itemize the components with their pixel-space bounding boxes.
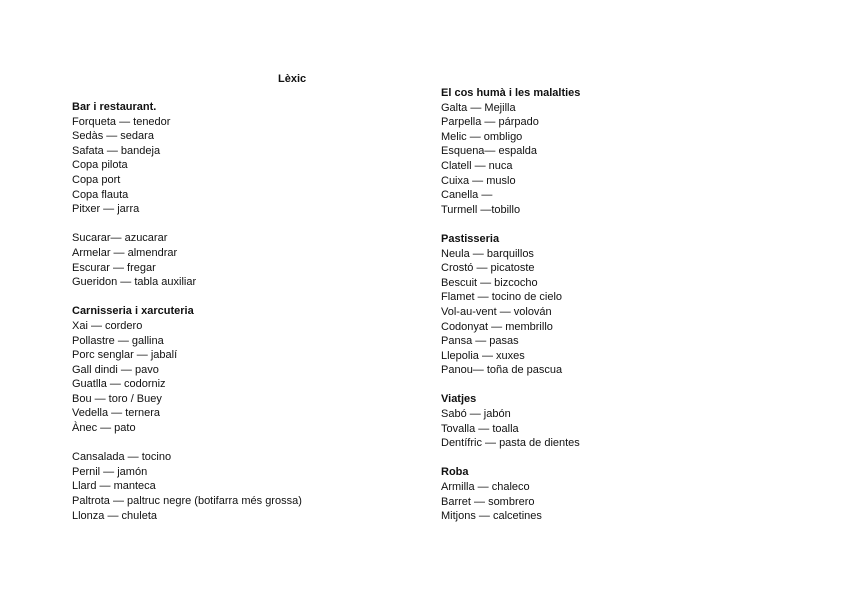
page-title: Lèxic xyxy=(278,73,307,85)
vocabulary-entry: Paltrota — paltruc negre (botifarra més grossa) xyxy=(72,495,302,508)
vocabulary-entry: Cansalada — tocino xyxy=(72,451,172,464)
vocabulary-entry: Pansa — pasas xyxy=(441,335,519,348)
vocabulary-entry: Vedella — ternera xyxy=(72,407,161,420)
vocabulary-entry: Gall dindi — pavo xyxy=(72,363,159,376)
vocabulary-entry: Llard — manteca xyxy=(72,480,156,493)
vocabulary-entry: Sedàs — sedara xyxy=(72,130,154,143)
vocabulary-entry: Porc senglar — jabalí xyxy=(72,349,178,362)
vocabulary-entry: Ànec — pato xyxy=(72,422,136,435)
vocabulary-entry: Codonyat — membrillo xyxy=(441,320,553,333)
section-heading: Viatjes xyxy=(441,393,477,406)
vocabulary-section xyxy=(72,450,432,523)
vocabulary-entry: Galta — Mejilla xyxy=(441,101,516,114)
vocabulary-entry: Guatlla — codorniz xyxy=(72,378,166,391)
vocabulary-entry: Copa flauta xyxy=(72,188,129,201)
vocabulary-entry: Clatell — nuca xyxy=(441,159,513,172)
vocabulary-entry: Llepolia — xuxes xyxy=(441,349,525,362)
vocabulary-entry: Melic — ombligo xyxy=(441,130,523,143)
vocabulary-entry: Copa pilota xyxy=(72,159,128,172)
vocabulary-entry: Safata — bandeja xyxy=(72,144,161,157)
vocabulary-entry: Copa port xyxy=(72,173,121,186)
vocabulary-entry: Flamet — tocino de cielo xyxy=(441,291,563,304)
vocabulary-entry: Neula — barquillos xyxy=(441,247,534,260)
vocabulary-entry: Escurar — fregar xyxy=(72,261,156,274)
vocabulary-entry: Pernil — jamón xyxy=(72,465,148,478)
vocabulary-entry: Llonza — chuleta xyxy=(72,509,157,522)
vocabulary-section xyxy=(441,86,801,217)
vocabulary-entry: Sabó — jabón xyxy=(441,408,511,421)
vocabulary-entry: Turmell —tobillo xyxy=(441,203,521,216)
vocabulary-entry: Bescuit — bizcocho xyxy=(441,276,538,289)
vocabulary-entry: Mitjons — calcetines xyxy=(441,510,542,523)
vocabulary-entry: Cuixa — muslo xyxy=(441,174,516,187)
vocabulary-entry: Xai — cordero xyxy=(72,319,143,332)
vocabulary-entry: Bou — toro / Buey xyxy=(72,392,162,405)
vocabulary-entry: Barret — sombrero xyxy=(441,495,535,508)
section-heading: Carnisseria i xarcuteria xyxy=(72,305,194,318)
vocabulary-section xyxy=(72,304,432,435)
vocabulary-entry: Armilla — chaleco xyxy=(441,481,530,494)
left-column xyxy=(72,100,432,538)
vocabulary-entry: Pitxer — jarra xyxy=(72,203,140,216)
vocabulary-entry: Crostó — picatoste xyxy=(441,262,535,275)
section-heading: El cos humà i les malalties xyxy=(441,87,581,99)
section-heading: Pastisseria xyxy=(441,232,500,245)
vocabulary-entry: Armelar — almendrar xyxy=(72,246,178,259)
vocabulary-entry: Parpella — párpado xyxy=(441,116,539,129)
vocabulary-entry: Panou— toña de pascua xyxy=(441,364,563,377)
vocabulary-entry: Vol-au-vent — volován xyxy=(441,305,552,318)
vocabulary-entry: Esquena— espalda xyxy=(441,145,538,158)
right-column xyxy=(441,86,801,538)
section-heading: Roba xyxy=(441,466,469,479)
vocabulary-entry: Pollastre — gallina xyxy=(72,334,164,347)
vocabulary-entry: Canella — xyxy=(441,189,493,202)
vocabulary-entry: Forqueta — tenedor xyxy=(72,115,171,128)
vocabulary-section xyxy=(72,100,432,217)
vocabulary-entry: Tovalla — toalla xyxy=(441,422,519,435)
vocabulary-section xyxy=(72,231,432,289)
vocabulary-section xyxy=(441,232,801,378)
vocabulary-section xyxy=(441,392,801,450)
vocabulary-section xyxy=(441,465,801,523)
vocabulary-entry: Gueridon — tabla auxiliar xyxy=(72,276,197,289)
section-heading: Bar i restaurant. xyxy=(72,101,157,113)
vocabulary-entry: Dentífric — pasta de dientes xyxy=(441,437,580,450)
vocabulary-entry: Sucarar— azucarar xyxy=(72,232,168,245)
